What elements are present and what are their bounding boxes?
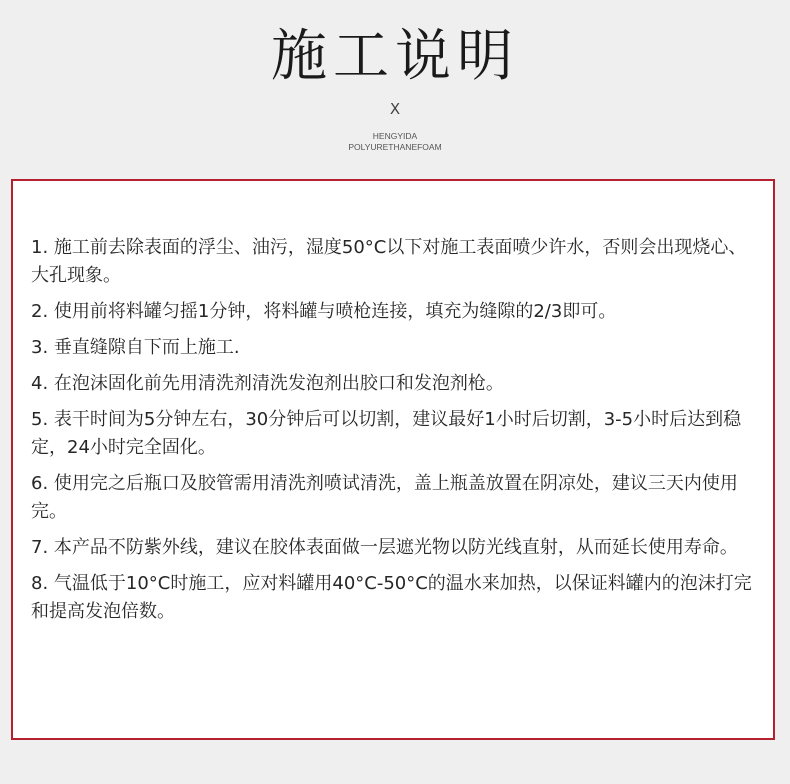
brand-name: HENGYIDA <box>372 131 418 141</box>
brand-label <box>0 131 790 153</box>
instruction-item: 8. 气温低于10°C时施工，应对料罐用40°C-50°C的温水来加热，以保证料罐内的泡沫打完和提高发泡倍数。 <box>31 573 752 622</box>
instruction-item: 2. 使用前将料罐匀摇1分钟，将料罐与喷枪连接，填充为缝隙的2/3即可。 <box>31 301 617 322</box>
instructions-list <box>31 234 763 634</box>
instruction-item: 3. 垂直缝隙自下而上施工. <box>31 337 240 358</box>
instruction-item: 1. 施工前去除表面的浮尘、油污，湿度50°C以下对施工表面喷少许水，否则会出现烧心、大孔现象。 <box>31 237 747 286</box>
page-header <box>0 0 790 175</box>
instruction-item: 5. 表干时间为5分钟左右，30分钟后可以切割，建议最好1小时后切割，3-5小时后达到稳定，24小时完全固化。 <box>31 409 742 458</box>
page-title: 施工说明 <box>271 24 519 89</box>
instruction-item: 7. 本产品不防紫外线，建议在胶体表面做一层遮光物以防光线直射，从而延长使用寿命。 <box>31 537 738 558</box>
instruction-item: 4. 在泡沫固化前先用清洗剂清洗发泡剂出胶口和发泡剂枪。 <box>31 373 504 394</box>
cross-mark: X <box>389 100 401 118</box>
instruction-item: 6. 使用完之后瓶口及胶管需用清洗剂喷试清洗，盖上瓶盖放置在阴凉处，建议三天内使用完。 <box>31 473 738 522</box>
instructions-card <box>11 179 775 740</box>
brand-tagline: POLYURETHANEFOAM <box>348 142 442 152</box>
